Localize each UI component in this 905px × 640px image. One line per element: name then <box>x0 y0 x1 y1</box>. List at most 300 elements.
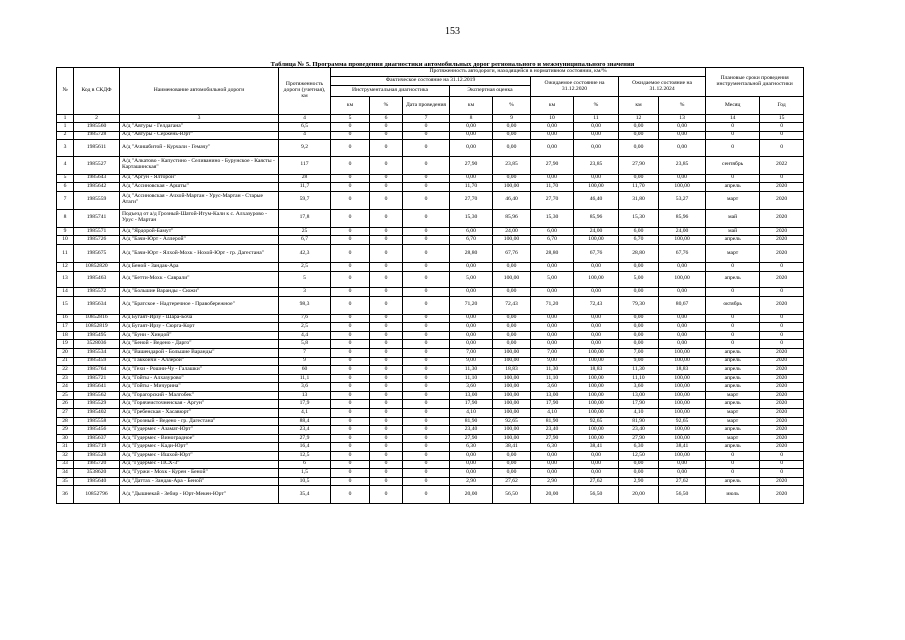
table-cell: 2,90 <box>619 477 659 486</box>
table-cell: апрель <box>706 426 760 435</box>
table-cell: 17,90 <box>450 400 493 409</box>
table-row <box>57 156 804 174</box>
table-row <box>57 131 804 140</box>
table-cell: А/д "Ассиновская - Ачхой-Мартан - Урус-Мартан - Старые Атаги" <box>120 191 279 209</box>
table-cell: 100,00 <box>659 183 706 192</box>
table-cell: 0 <box>403 460 450 469</box>
table-cell: 5,8 <box>279 340 331 349</box>
table-cell: А/д "Горагорский - Малгобек" <box>120 391 279 400</box>
table-cell: 25 <box>279 227 331 236</box>
table-cell: 0 <box>331 417 370 426</box>
table-cell: 0 <box>760 174 804 183</box>
table-cell: А/д "Ассиновская - Аршты" <box>120 183 279 192</box>
table-cell: 0,00 <box>531 287 574 296</box>
table-cell: 85,96 <box>659 209 706 227</box>
table-cell: 0 <box>403 383 450 392</box>
table-cell: 1985560 <box>74 123 120 132</box>
table-cell: 0,00 <box>574 340 619 349</box>
table-cell: 7,00 <box>450 348 493 357</box>
table-cell: 6,70 <box>531 236 574 245</box>
table-cell: 0 <box>331 486 370 504</box>
table-cell: 0 <box>331 383 370 392</box>
table-cell: 2020 <box>760 426 804 435</box>
table-cell: 1985643 <box>74 174 120 183</box>
table-cell: 100,00 <box>493 348 531 357</box>
table-cell: 0,00 <box>619 287 659 296</box>
table-cell: А/д "Автуры - Гелдагана" <box>120 123 279 132</box>
table-cell: 81,90 <box>450 417 493 426</box>
table-cell: 12,50 <box>619 452 659 461</box>
table-cell: 3,6 <box>279 383 331 392</box>
table-cell: 100,00 <box>574 426 619 435</box>
table-cell: 10,5 <box>279 477 331 486</box>
table-cell: 27,62 <box>493 477 531 486</box>
table-cell: март <box>706 391 760 400</box>
table-cell: 0 <box>403 236 450 245</box>
table-cell: 6,5 <box>279 123 331 132</box>
table-row <box>57 271 804 287</box>
table-cell: 0,00 <box>659 323 706 332</box>
table-cell: 0 <box>370 331 403 340</box>
table-cell: 9 <box>279 357 331 366</box>
table-cell: 17 <box>57 323 74 332</box>
column-number: 15 <box>760 115 804 123</box>
table-cell: 1985572 <box>74 287 120 296</box>
table-cell: 0 <box>331 314 370 323</box>
table-cell: 0,00 <box>493 340 531 349</box>
table-cell: 23,85 <box>659 156 706 174</box>
table-cell: А/д "Даттах - Зандак-Ара - Беной" <box>120 477 279 486</box>
table-cell: 38,41 <box>574 443 619 452</box>
table-row <box>57 227 804 236</box>
header-km: км <box>331 97 370 115</box>
table-cell: апрель <box>706 400 760 409</box>
header-exp2024: Ожидаемое состояние на 31.12.2024 <box>619 77 706 97</box>
table-cell: 0 <box>403 140 450 156</box>
table-cell: 23 <box>57 374 74 383</box>
table-cell: 9,00 <box>619 357 659 366</box>
table-cell: 117 <box>279 156 331 174</box>
table-cell: 0 <box>370 236 403 245</box>
table-cell: 0 <box>706 123 760 132</box>
table-cell: 0 <box>403 340 450 349</box>
table-cell: 1985456 <box>74 426 120 435</box>
table-cell: 3528036 <box>74 340 120 349</box>
table-cell: 31,80 <box>619 191 659 209</box>
table-cell: 0,00 <box>531 314 574 323</box>
table-cell: 0,00 <box>619 469 659 478</box>
table-cell: 32 <box>57 452 74 461</box>
table-cell: 6 <box>279 460 331 469</box>
table-cell: 0 <box>760 140 804 156</box>
table-cell: 1985611 <box>74 140 120 156</box>
table-row <box>57 417 804 426</box>
header-pct: % <box>574 97 619 115</box>
table-cell: 38,41 <box>493 443 531 452</box>
table-cell: 0,00 <box>574 323 619 332</box>
table-row <box>57 486 804 504</box>
table-cell: 14 <box>57 287 74 296</box>
table-cell: 0,00 <box>450 262 493 271</box>
table-cell: 0 <box>403 296 450 314</box>
table-cell: 0 <box>706 460 760 469</box>
table-cell: 0 <box>370 434 403 443</box>
table-cell: 0 <box>331 348 370 357</box>
column-number: 9 <box>493 115 531 123</box>
table-cell: май <box>706 227 760 236</box>
table-cell: 1985527 <box>74 156 120 174</box>
table-cell: 20,00 <box>531 486 574 504</box>
table-cell: 100,00 <box>493 409 531 418</box>
table-row <box>57 123 804 132</box>
table-cell: 0,00 <box>574 140 619 156</box>
table-cell: 0,00 <box>493 131 531 140</box>
table-cell: 11,10 <box>450 374 493 383</box>
table-cell: 0 <box>331 426 370 435</box>
table-cell: 100,00 <box>493 183 531 192</box>
table-cell: 2020 <box>760 443 804 452</box>
table-cell: 0 <box>706 131 760 140</box>
table-cell: 15,30 <box>619 209 659 227</box>
table-cell: 0 <box>370 296 403 314</box>
table-cell: 6,00 <box>531 227 574 236</box>
table-cell: 42,3 <box>279 244 331 262</box>
table-cell: 100,00 <box>659 400 706 409</box>
table-cell: 2020 <box>760 183 804 192</box>
table-cell: 0 <box>370 287 403 296</box>
table-cell: 100,00 <box>574 434 619 443</box>
table-cell: 11,1 <box>279 374 331 383</box>
column-number: 10 <box>531 115 574 123</box>
table-cell: июль <box>706 486 760 504</box>
table-cell: 81,90 <box>531 417 574 426</box>
table-cell: 4,10 <box>531 409 574 418</box>
header-date: Дата проведения <box>403 97 450 115</box>
table-cell: 0 <box>403 262 450 271</box>
table-cell: 0 <box>403 409 450 418</box>
table-cell: 2020 <box>760 191 804 209</box>
table-cell: 0 <box>706 331 760 340</box>
table-cell: 28,80 <box>531 244 574 262</box>
header-name: Наименование автомобильной дороги <box>120 68 279 115</box>
table-row <box>57 348 804 357</box>
table-cell: 15 <box>57 296 74 314</box>
table-row <box>57 443 804 452</box>
table-cell: 5,00 <box>619 271 659 287</box>
table-cell: 0,00 <box>531 123 574 132</box>
table-cell: 0,00 <box>493 174 531 183</box>
table-cell: А/д "Алкатово - Капустино - Селиванино - Бурунское - Каясты - Карташинская" <box>120 156 279 174</box>
table-cell: А/д "Бачи-Юрт - Аллерой" <box>120 236 279 245</box>
table-cell: 11 <box>57 244 74 262</box>
table-cell: 0,00 <box>619 460 659 469</box>
table-cell: 0 <box>331 443 370 452</box>
table-cell: март <box>706 434 760 443</box>
table-cell: 0 <box>403 348 450 357</box>
table-cell: 11,30 <box>619 366 659 375</box>
table-cell: А/д "Гехи - Рошни-Чу - Галашки" <box>120 366 279 375</box>
table-cell: 0 <box>370 469 403 478</box>
table-cell: 0 <box>331 183 370 192</box>
table-cell: 100,00 <box>574 236 619 245</box>
table-cell: 100,00 <box>659 391 706 400</box>
table-cell: 31 <box>57 443 74 452</box>
table-cell: апрель <box>706 348 760 357</box>
table-row <box>57 287 804 296</box>
header-exp2020: Ожидаемое состояние на 31.12.2020 <box>531 77 619 97</box>
table-cell: март <box>706 417 760 426</box>
table-cell: 0 <box>331 209 370 227</box>
table-cell: 24,00 <box>574 227 619 236</box>
table-cell: 0,00 <box>531 460 574 469</box>
table-cell: 0 <box>331 400 370 409</box>
table-cell: 10852819 <box>74 323 120 332</box>
table-cell: 0 <box>403 156 450 174</box>
header-km: км <box>450 97 493 115</box>
table-row <box>57 469 804 478</box>
column-number: 2 <box>74 115 120 123</box>
table-cell: 9,2 <box>279 140 331 156</box>
table-cell: 100,00 <box>574 374 619 383</box>
table-cell: 0 <box>403 191 450 209</box>
header-year: Год <box>760 97 804 115</box>
table-cell: 2020 <box>760 409 804 418</box>
table-cell: 2020 <box>760 417 804 426</box>
table-cell: 2020 <box>760 244 804 262</box>
table-cell: 33 <box>57 460 74 469</box>
table-cell: 35 <box>57 477 74 486</box>
header-num: № <box>57 68 74 115</box>
table-cell: 100,00 <box>493 434 531 443</box>
table-cell: 0 <box>370 140 403 156</box>
table-cell: 2020 <box>760 271 804 287</box>
table-cell: А/д "Вашендарой - Большие Варанды" <box>120 348 279 357</box>
table-cell: 5,00 <box>531 271 574 287</box>
table-cell: 0,00 <box>619 174 659 183</box>
table-cell: апрель <box>706 236 760 245</box>
table-cell: 0 <box>370 262 403 271</box>
table-cell: октябрь <box>706 296 760 314</box>
table-cell: 20,00 <box>450 486 493 504</box>
table-cell: 67,76 <box>574 244 619 262</box>
table-cell: 0 <box>331 156 370 174</box>
table-cell: март <box>706 409 760 418</box>
table-cell: 0 <box>331 452 370 461</box>
table-cell: 1985641 <box>74 383 120 392</box>
table-cell: 0 <box>706 469 760 478</box>
table-cell: 13,00 <box>531 391 574 400</box>
table-cell: 1985642 <box>74 183 120 192</box>
table-cell: 27,90 <box>619 156 659 174</box>
table-cell: 0 <box>370 383 403 392</box>
table-cell: 0 <box>403 244 450 262</box>
table-cell: 28,80 <box>450 244 493 262</box>
table-cell: 67,76 <box>659 244 706 262</box>
table-cell: 21 <box>57 357 74 366</box>
table-cell: 60 <box>279 366 331 375</box>
table-cell: 0 <box>403 426 450 435</box>
table-cell: 0 <box>706 262 760 271</box>
column-number-row <box>57 115 804 123</box>
table-cell: 100,00 <box>659 348 706 357</box>
table-cell: 1985558 <box>74 417 120 426</box>
table-cell: 29 <box>57 426 74 435</box>
table-cell: 0 <box>403 469 450 478</box>
table-cell: 0 <box>370 426 403 435</box>
table-cell: 0,00 <box>450 131 493 140</box>
table-cell: 15,30 <box>450 209 493 227</box>
table-cell: 92,65 <box>659 417 706 426</box>
table-cell: 4,10 <box>450 409 493 418</box>
table-cell: 1985459 <box>74 357 120 366</box>
table-cell: 1985640 <box>74 477 120 486</box>
table-cell: 0,00 <box>531 140 574 156</box>
table-cell: 0 <box>370 183 403 192</box>
table-row <box>57 426 804 435</box>
column-number: 7 <box>403 115 450 123</box>
table-cell: 0,00 <box>659 331 706 340</box>
table-cell: 1985764 <box>74 366 120 375</box>
table-cell: 53,27 <box>659 191 706 209</box>
table-cell: 1985719 <box>74 443 120 452</box>
table-cell: апрель <box>706 477 760 486</box>
table-cell: 7 <box>279 348 331 357</box>
table-cell: 0 <box>706 452 760 461</box>
table-cell: 11,7 <box>279 183 331 192</box>
table-cell: 6,00 <box>450 227 493 236</box>
table-cell: А/д "Ачишбитой - Курчали - Гемачу" <box>120 140 279 156</box>
table-cell: апрель <box>706 443 760 452</box>
table-cell: 100,00 <box>493 271 531 287</box>
table-cell: 0,00 <box>493 123 531 132</box>
table-cell: 0,00 <box>531 452 574 461</box>
table-cell: 92,65 <box>574 417 619 426</box>
table-cell: 0 <box>331 357 370 366</box>
table-cell: 0 <box>760 314 804 323</box>
table-cell: 0 <box>331 460 370 469</box>
table-cell: 18,83 <box>659 366 706 375</box>
table-cell: А/д "Гудермес - Виноградное" <box>120 434 279 443</box>
table-cell: 12 <box>57 262 74 271</box>
header-pct: % <box>493 97 531 115</box>
table-cell: 2022 <box>760 156 804 174</box>
table-cell: 9,00 <box>450 357 493 366</box>
header-month: Месяц <box>706 97 760 115</box>
table-cell: 13,00 <box>619 391 659 400</box>
table-cell: 100,00 <box>659 357 706 366</box>
table-cell: 1985534 <box>74 348 120 357</box>
table-cell: 0,00 <box>574 452 619 461</box>
table-cell: 0 <box>331 391 370 400</box>
table-cell: 0,00 <box>619 262 659 271</box>
table-cell: 6,30 <box>450 443 493 452</box>
table-cell: 10852816 <box>74 314 120 323</box>
table-cell: 0,00 <box>619 323 659 332</box>
table-cell: март <box>706 191 760 209</box>
table-cell: 0 <box>331 477 370 486</box>
table-cell: 0 <box>760 323 804 332</box>
table-cell: 0 <box>403 374 450 383</box>
header-length: Протяженность дороги (учетная), км <box>279 68 331 115</box>
table-cell: А/д "Аргун - Ялторой" <box>120 174 279 183</box>
table-cell: 100,00 <box>493 236 531 245</box>
table-cell: 0 <box>370 477 403 486</box>
table-row <box>57 357 804 366</box>
table-cell: 0,00 <box>619 140 659 156</box>
table-cell: 23,85 <box>574 156 619 174</box>
table-cell: 2020 <box>760 400 804 409</box>
header-planned: Плановые сроки проведения инструментальной диагностики <box>706 68 804 97</box>
table-cell: 6,7 <box>279 236 331 245</box>
header-pct: % <box>370 97 403 115</box>
table-cell: 0 <box>403 400 450 409</box>
table-cell: 0 <box>760 262 804 271</box>
table-cell: 2,90 <box>531 477 574 486</box>
table-row <box>57 191 804 209</box>
table-cell: 0 <box>331 323 370 332</box>
table-cell: 0,00 <box>450 340 493 349</box>
table-cell: 0,00 <box>574 123 619 132</box>
table-caption: Таблица № 5. Программа проведения диагностики автомобильных дорог регионального и межмуниципального значения <box>270 61 635 68</box>
table-cell: 0,00 <box>659 340 706 349</box>
table-cell: 27,90 <box>450 434 493 443</box>
table-cell: 80,67 <box>659 296 706 314</box>
table-cell: 0,00 <box>619 131 659 140</box>
table-cell: 0 <box>370 227 403 236</box>
table-cell: 0,00 <box>493 469 531 478</box>
table-cell: 0 <box>370 486 403 504</box>
table-cell: 38,41 <box>659 443 706 452</box>
table-cell: 3538620 <box>74 469 120 478</box>
table-cell: 17,90 <box>619 400 659 409</box>
table-cell: сентябрь <box>706 156 760 174</box>
table-cell: 28 <box>57 417 74 426</box>
table-cell: 100,00 <box>493 426 531 435</box>
table-cell: А/д "Беной - Ведено - Дарго" <box>120 340 279 349</box>
table-cell: 2020 <box>760 236 804 245</box>
table-cell: 0 <box>331 262 370 271</box>
header-pct: % <box>659 97 706 115</box>
table-cell: 100,00 <box>574 409 619 418</box>
table-cell: 100,00 <box>493 383 531 392</box>
table-cell: 0 <box>370 374 403 383</box>
table-cell: 28 <box>279 174 331 183</box>
table-cell: 100,00 <box>493 374 531 383</box>
table-cell: 17,90 <box>531 400 574 409</box>
table-row <box>57 314 804 323</box>
table-cell: 0,00 <box>450 314 493 323</box>
table-cell: 12,5 <box>279 452 331 461</box>
table-cell: 16 <box>57 314 74 323</box>
table-cell: 0 <box>403 209 450 227</box>
table-cell: 0 <box>403 183 450 192</box>
table-cell: 0,00 <box>659 262 706 271</box>
table-cell: 27,70 <box>450 191 493 209</box>
table-cell: 11,10 <box>531 374 574 383</box>
table-cell: 100,00 <box>574 357 619 366</box>
table-cell: 5 <box>57 174 74 183</box>
table-cell: А/д Бугаят-Ирзу - Шара-Боча <box>120 314 279 323</box>
table-cell: 18,83 <box>574 366 619 375</box>
table-cell: 7,00 <box>619 348 659 357</box>
table-cell: 23,40 <box>531 426 574 435</box>
table-cell: 71,20 <box>450 296 493 314</box>
table-cell: 100,00 <box>574 383 619 392</box>
table-cell: 1985463 <box>74 271 120 287</box>
table-cell: А/д "Бачи-Юрт - Ялхой-Мохк - Нохой-Юрт - гр. Дагестана" <box>120 244 279 262</box>
table-cell: 0 <box>370 366 403 375</box>
table-cell: 0 <box>331 374 370 383</box>
